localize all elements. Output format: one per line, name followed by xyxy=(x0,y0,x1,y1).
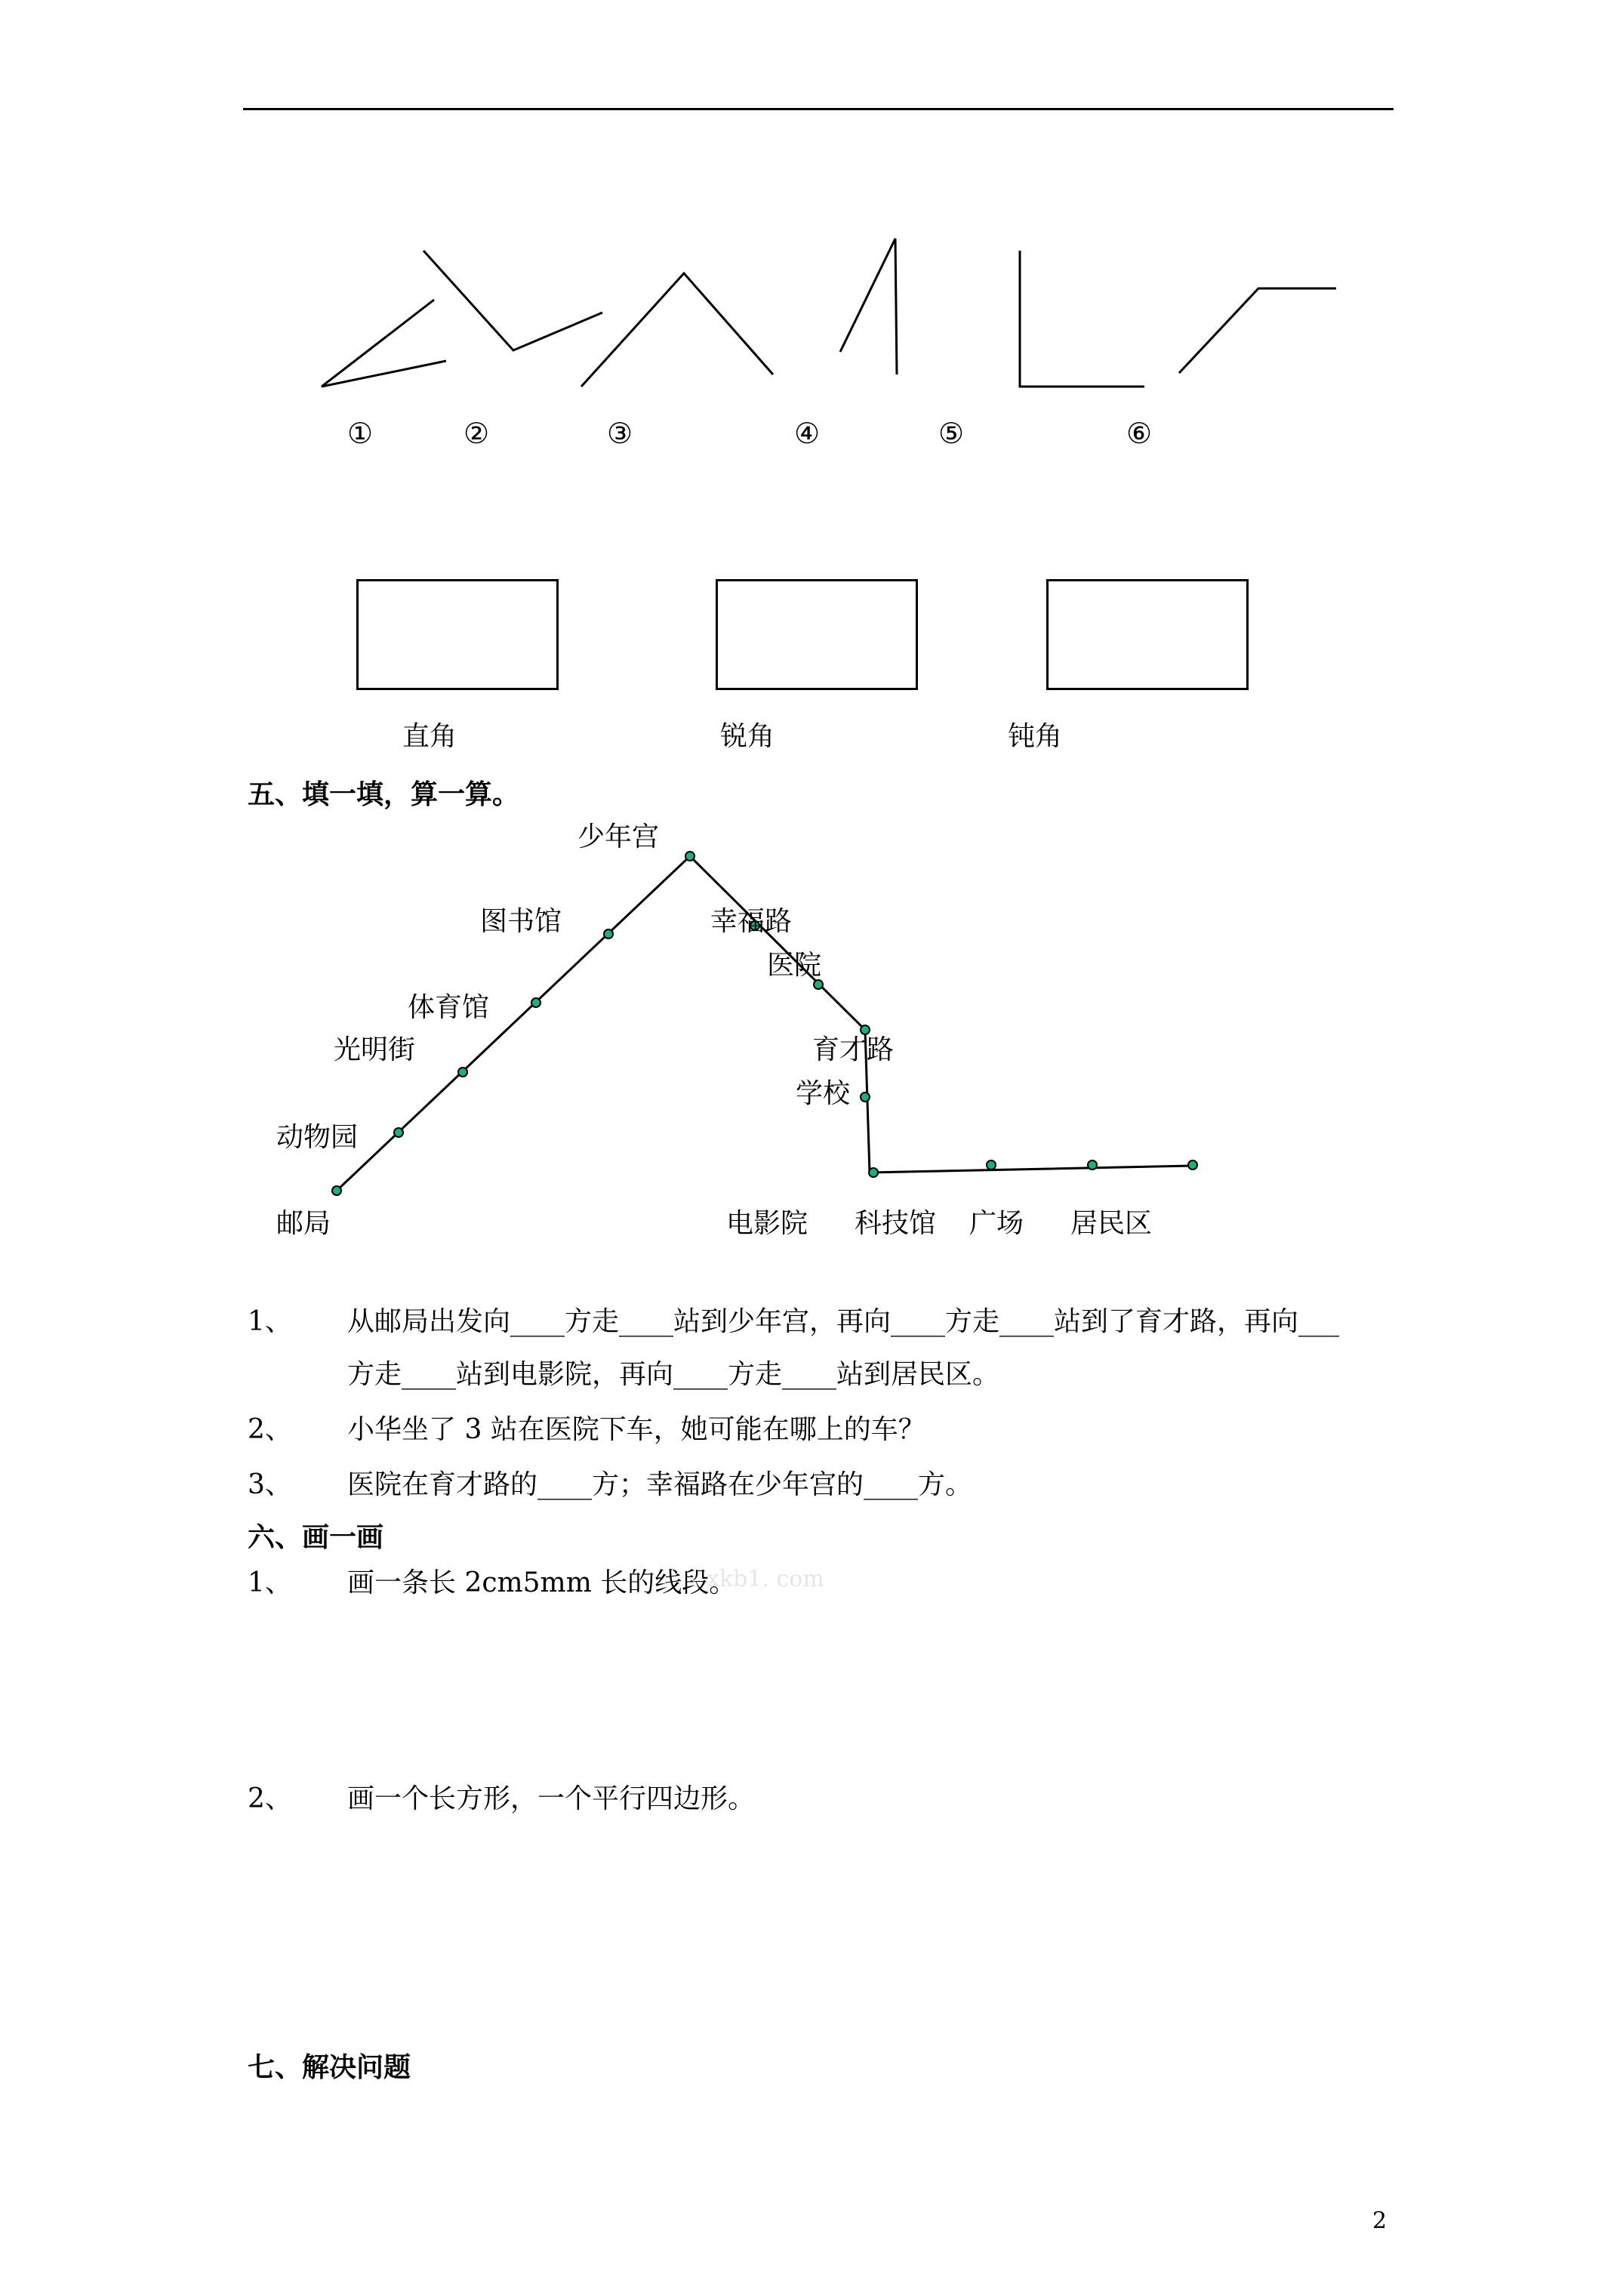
section-7-title: 七、解决问题 xyxy=(248,2051,411,2083)
right-angle-label: 直角 xyxy=(402,721,457,752)
question-5-1-number: 1、 xyxy=(248,1306,292,1337)
stop-label-guangmingjie: 光明街 xyxy=(334,1034,416,1065)
stop-dot-xuexiao xyxy=(861,1093,870,1102)
stop-label-jumingu: 居民区 xyxy=(1070,1208,1153,1239)
draw-item-1-number: 1、 xyxy=(248,1567,292,1598)
watermark: xkb1. com xyxy=(707,1566,824,1592)
stop-label-dianyingyuan: 电影院 xyxy=(726,1208,808,1239)
question-5-3-text: 医院在育才路的____方；幸福路在少年宫的____方。 xyxy=(347,1469,973,1500)
figure-label-3: ③ xyxy=(607,417,633,450)
stop-dot-dianyingyuan xyxy=(869,1168,878,1177)
section-6-title: 六、画一画 xyxy=(248,1521,384,1553)
stop-dot-tiyuguan xyxy=(531,998,540,1007)
question-5-2-number: 2、 xyxy=(248,1414,292,1445)
stop-label-shaoniangong: 少年宫 xyxy=(577,821,660,852)
stop-dot-kejiguan xyxy=(987,1160,996,1170)
stop-label-guangchang: 广场 xyxy=(969,1208,1024,1239)
stop-label-yucailu: 育才路 xyxy=(812,1034,895,1065)
figure-label-4: ④ xyxy=(794,417,821,450)
question-5-3-number: 3、 xyxy=(248,1469,292,1500)
stop-label-yiyuan: 医院 xyxy=(767,950,822,981)
stop-dot-guangchang xyxy=(1088,1160,1097,1170)
figure-label-6: ⑥ xyxy=(1126,417,1153,450)
question-5-1-line1: 从邮局出发向____方走____站到少年宫，再向____方走____站到了育才路，再向___ xyxy=(347,1306,1340,1337)
stop-dot-youju xyxy=(332,1186,341,1195)
draw-item-2-number: 2、 xyxy=(248,1783,292,1814)
stop-label-youju: 邮局 xyxy=(276,1208,331,1239)
stop-label-xuexiao: 学校 xyxy=(796,1078,851,1109)
stop-label-tiyuguan: 体育馆 xyxy=(408,992,490,1023)
page-number: 2 xyxy=(1372,2208,1387,2234)
figure-label-2: ② xyxy=(463,417,490,450)
stop-dot-dongwuyuan xyxy=(394,1128,403,1137)
figure-label-1: ① xyxy=(347,417,374,450)
draw-item-2-text: 画一个长方形，一个平行四边形。 xyxy=(347,1783,756,1814)
stop-label-tushuguan: 图书馆 xyxy=(480,906,562,937)
stop-dot-guangmingjie xyxy=(458,1068,467,1077)
figure-label-5: ⑤ xyxy=(938,417,965,450)
stop-label-xingfulu: 幸福路 xyxy=(710,906,793,937)
draw-item-1-text: 画一条长 2cm5mm 长的线段。 xyxy=(347,1567,737,1598)
acute-angle-label: 锐角 xyxy=(720,721,775,752)
section-5-title: 五、填一填，算一算。 xyxy=(248,778,520,810)
stop-label-dongwuyuan: 动物园 xyxy=(276,1122,359,1153)
stop-dot-tushuguan xyxy=(604,929,613,938)
stop-dot-jumingu xyxy=(1188,1160,1197,1170)
stop-dot-shaoniangong xyxy=(685,852,694,861)
obtuse-angle-label: 钝角 xyxy=(1008,721,1063,752)
stop-label-kejiguan: 科技馆 xyxy=(855,1208,937,1239)
question-5-2-text: 小华坐了 3 站在医院下车，她可能在哪上的车？ xyxy=(347,1414,925,1445)
question-5-1-line2: 方走____站到电影院，再向____方走____站到居民区。 xyxy=(347,1359,1000,1390)
